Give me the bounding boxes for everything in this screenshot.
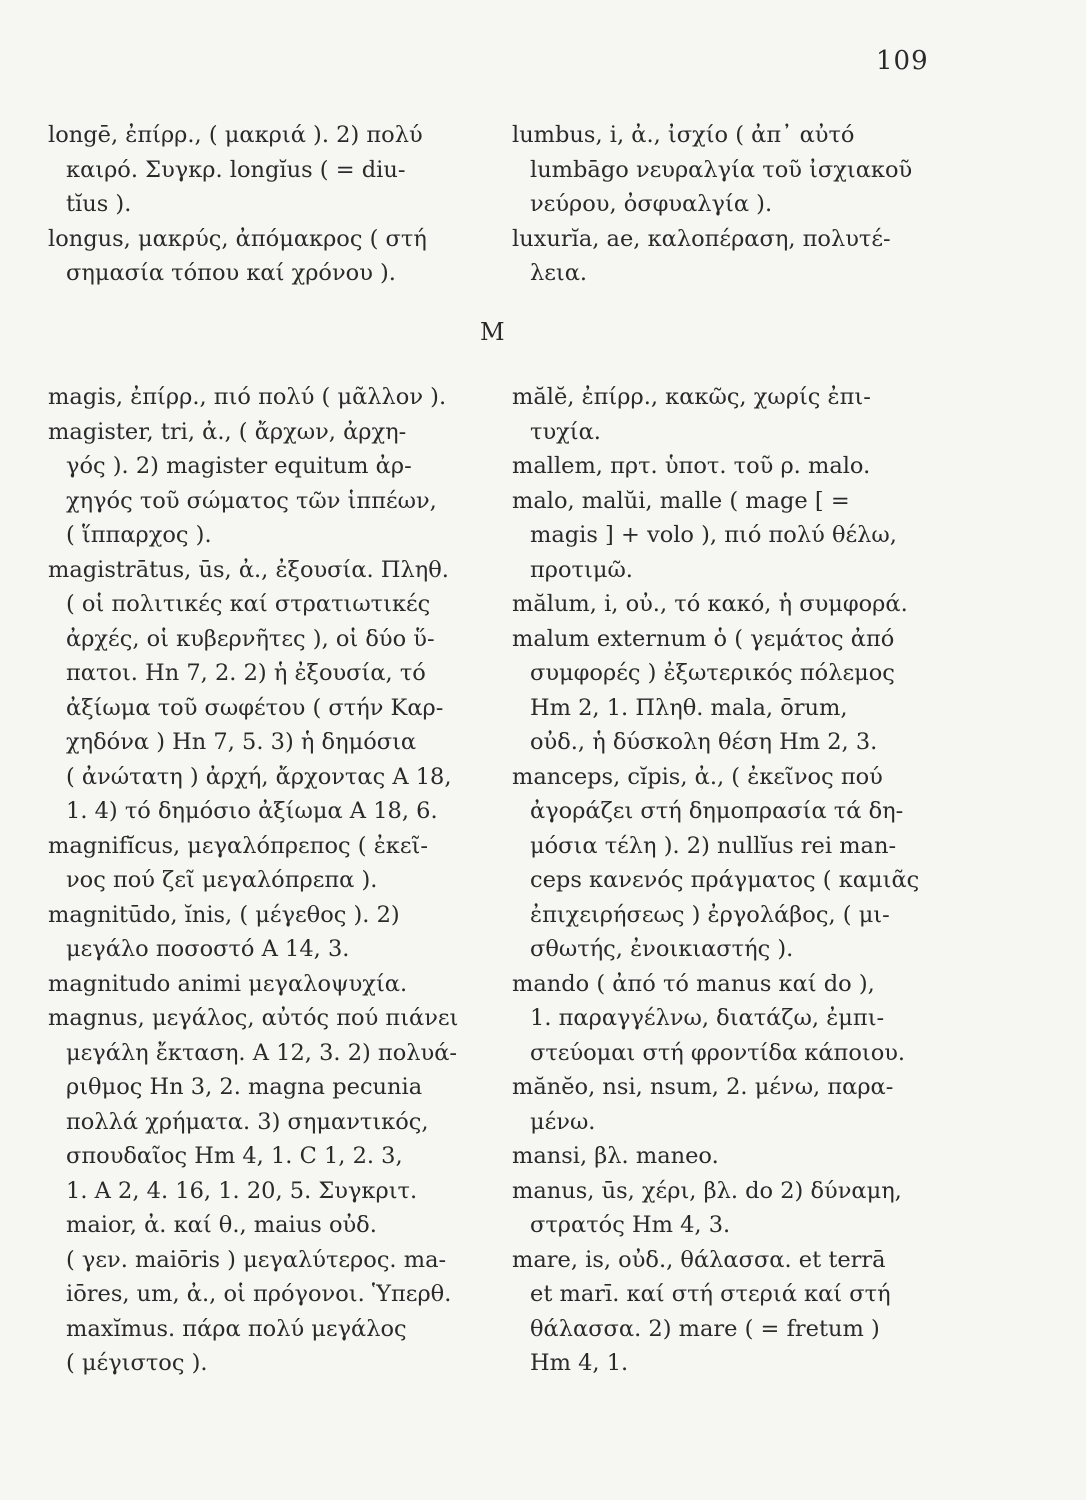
text-line: χηδόνα ) Hn 7, 5. 3) ἡ δημόσια [66, 729, 417, 755]
text-line: τυχία. [530, 418, 601, 445]
text-line: καιρό. Συγκρ. longĭus ( = diu- [66, 156, 406, 183]
text-line: Hm 4, 1. [530, 1350, 629, 1376]
text-line: ( οἱ πολιτικές καί στρατιωτικές [66, 591, 431, 617]
text-line: magister, tri, ἀ., ( ἄρχων, ἀρχη- [48, 418, 407, 445]
text-line: πατοι. Hn 7, 2. 2) ἡ ἐξουσία, τό [66, 660, 426, 686]
text-line: στρατός Hm 4, 3. [530, 1212, 731, 1238]
text-line: ἐπιχειρήσεως ) ἐργολάβος, ( μι- [530, 901, 890, 928]
text-line: magistrātus, ūs, ἀ., ἐξουσία. Πληθ. [48, 556, 449, 583]
text-line: mansi, βλ. maneo. [512, 1143, 719, 1169]
text-line: ( μέγιστος ). [66, 1350, 208, 1376]
section-letter-heading: M [480, 318, 506, 346]
text-line: maior, ἀ. καί θ., maius οὐδ. [66, 1212, 377, 1238]
text-line: 1. 4) τό δημόσιο ἀξίωμα A 18, 6. [66, 798, 438, 824]
text-line: maxĭmus. πάρα πολύ μεγάλος [66, 1315, 407, 1342]
top-right-entries [512, 118, 962, 291]
text-line: mălĕ, ἐπίρρ., κακῶς, χωρίς ἐπι- [512, 384, 871, 410]
text-line: ( ἵππαρχος ). [66, 522, 212, 548]
text-line: mando ( ἀπό τό manus καί do ), [512, 970, 875, 997]
text-line: magnus, μεγάλος, αὐτός πού πιάνει [48, 1005, 459, 1031]
text-line: mare, is, οὐδ., θάλασσα. et terrā [512, 1246, 886, 1273]
text-line: Hm 2, 1. Πληθ. mala, ōrum, [530, 694, 848, 721]
text-line: σπουδαῖος Hm 4, 1. C 1, 2. 3, [66, 1143, 403, 1169]
text-line: ( ἀνώτατη ) ἀρχή, ἄρχοντας A 18, [66, 763, 452, 790]
text-line: ἀγοράζει στή δημοπρασία τά δη- [530, 798, 904, 824]
text-line: magnifĭcus, μεγαλόπρεπος ( ἐκεῖ- [48, 832, 428, 859]
text-line: manus, ūs, χέρι, βλ. do 2) δύναμη, [512, 1177, 902, 1204]
text-line: tĭus ). [66, 191, 132, 217]
right-column-entries [512, 380, 962, 1381]
text-line: λεια. [530, 260, 588, 286]
page-number: 109 [876, 46, 929, 76]
text-line: mănĕo, nsi, nsum, 2. μένω, παρα- [512, 1074, 894, 1100]
text-line: πολλά χρήματα. 3) σημαντικός, [66, 1108, 429, 1135]
text-line: luxurĭa, ae, καλοπέραση, πολυτέ- [512, 225, 891, 252]
left-column-entries [48, 380, 493, 1381]
text-line: συμφορές ) ἐξωτερικός πόλεμος [530, 660, 895, 686]
text-line: longē, ἐπίρρ., ( μακριά ). 2) πολύ [48, 122, 423, 148]
text-line: νος πού ζεῖ μεγαλόπρεπα ). [66, 867, 378, 893]
text-line: σημασία τόπου καί χρόνου ). [66, 260, 396, 286]
text-line: χηγός τοῦ σώματος τῶν ἱππέων, [66, 487, 437, 514]
text-line: ἀξίωμα τοῦ σωφέτου ( στήν Καρ- [66, 694, 444, 721]
text-line: mălum, i, οὐ., τό κακό, ἡ συμφορά. [512, 591, 908, 617]
text-line: magis, ἐπίρρ., πιό πολύ ( μᾶλλον ). [48, 384, 447, 410]
text-line: magis ] + volo ), πιό πολύ θέλω, [530, 522, 897, 548]
text-line: mallem, πρτ. ὑποτ. τοῦ ρ. malo. [512, 453, 871, 479]
text-line: προτιμῶ. [530, 556, 633, 583]
text-line: νεύρου, ὀσφυαλγία ). [530, 191, 773, 217]
text-line: σθωτής, ἐνοικιαστής ). [530, 936, 794, 962]
text-line: magnitudo animi μεγαλοψυχία. [48, 970, 408, 997]
text-line: iōres, um, ἀ., οἱ πρόγονοι. Ὑπερθ. [66, 1281, 452, 1307]
text-line: malum externum ὁ ( γεμάτος ἀπό [512, 625, 895, 652]
text-line: μόσια τέλη ). 2) nullĭus rei man- [530, 832, 897, 859]
text-line: θάλασσα. 2) mare ( = fretum ) [530, 1315, 880, 1342]
text-line: στεύομαι στή φροντίδα κάποιου. [530, 1039, 906, 1066]
text-line: 1. παραγγέλνω, διατάζω, ἐμπι- [530, 1005, 885, 1031]
text-line: ( γεν. maiōris ) μεγαλύτερος. ma- [66, 1246, 447, 1273]
text-line: μεγάλη ἔκταση. A 12, 3. 2) πολυά- [66, 1039, 458, 1066]
text-line: μένω. [530, 1108, 596, 1135]
top-left-entries [48, 118, 493, 291]
text-line: et marī. καί στή στεριά καί στή [530, 1281, 891, 1307]
text-line: lumbus, i, ἀ., ἰσχίο ( ἀπ᾽ αὐτό [512, 122, 855, 148]
text-line: malo, malŭi, malle ( mage [ = [512, 487, 850, 514]
text-line: 1. A 2, 4. 16, 1. 20, 5. Συγκριτ. [66, 1177, 418, 1204]
text-line: manceps, cĭpis, ἀ., ( ἐκεῖνος πού [512, 763, 883, 790]
text-line: longus, μακρύς, ἀπόμακρος ( στή [48, 225, 427, 252]
text-line: ceps κανενός πράγματος ( καμιᾶς [530, 867, 920, 893]
text-line: ριθμος Hn 3, 2. magna pecunia [66, 1074, 423, 1100]
text-line: magnitūdo, ĭnis, ( μέγεθος ). 2) [48, 901, 400, 928]
text-line: γός ). 2) magister equitum ἀρ- [66, 453, 412, 479]
text-line: οὐδ., ἡ δύσκολη θέση Hm 2, 3. [530, 729, 878, 755]
text-line: ἀρχές, οἱ κυβερνῆτες ), οἱ δύο ὕ- [66, 625, 435, 652]
text-line: lumbāgo νευραλγία τοῦ ἰσχιακοῦ [530, 156, 913, 183]
text-line: μεγάλο ποσοστό A 14, 3. [66, 936, 350, 962]
